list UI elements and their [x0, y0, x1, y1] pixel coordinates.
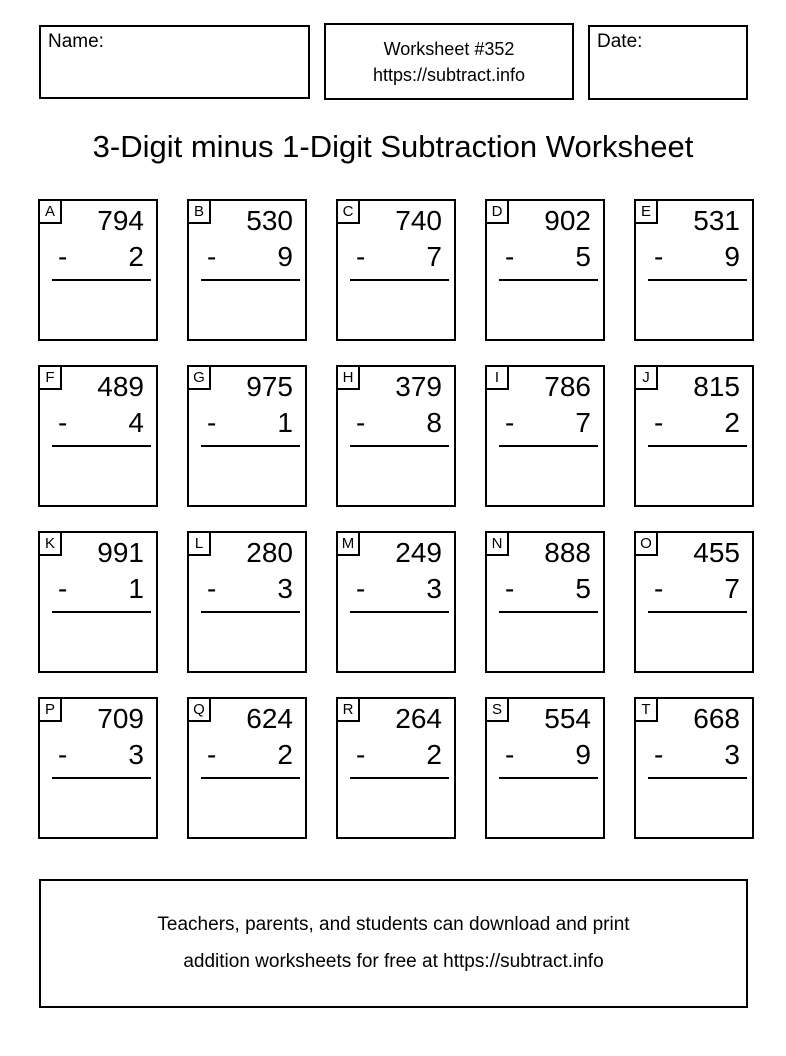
- minus-sign: -: [654, 241, 664, 272]
- subtrahend: 3: [128, 739, 144, 770]
- answer-space: [487, 613, 603, 671]
- minus-sign: -: [356, 407, 366, 438]
- subtrahend: 3: [426, 573, 442, 604]
- minuend: 531: [693, 205, 740, 236]
- minus-sign: -: [207, 739, 217, 770]
- minus-sign: -: [58, 407, 68, 438]
- problem-card-p: [38, 697, 158, 839]
- minuend: 455: [693, 537, 740, 568]
- subtrahend: 7: [724, 573, 740, 604]
- problem-card-h: [336, 365, 456, 507]
- minuend: 975: [246, 371, 293, 402]
- problem-letter-badge: S: [485, 697, 509, 722]
- minus-sign: -: [356, 241, 366, 272]
- problem-letter-badge: G: [187, 365, 211, 390]
- minuend: 264: [395, 703, 442, 734]
- answer-space: [487, 447, 603, 505]
- problem-letter-badge: R: [336, 697, 360, 722]
- minus-sign: -: [505, 241, 515, 272]
- minuend: 624: [246, 703, 293, 734]
- minus-sign: -: [505, 573, 515, 604]
- subtrahend: 3: [277, 573, 293, 604]
- problem-card-b: [187, 199, 307, 341]
- problem-card-q: [187, 697, 307, 839]
- problem-card-t: [634, 697, 754, 839]
- date-label: Date:: [597, 31, 643, 52]
- answer-space: [338, 613, 454, 671]
- problem-card-m: [336, 531, 456, 673]
- name-label: Name:: [48, 31, 104, 52]
- minus-sign: -: [505, 407, 515, 438]
- subtrahend: 9: [575, 739, 591, 770]
- minuend: 740: [395, 205, 442, 236]
- page-title: 3-Digit minus 1-Digit Subtraction Worksheet: [92, 129, 694, 164]
- answer-space: [636, 447, 752, 505]
- subtrahend: 2: [426, 739, 442, 770]
- problem-letter-badge: A: [38, 199, 62, 224]
- minus-sign: -: [58, 241, 68, 272]
- minus-sign: -: [654, 739, 664, 770]
- subtrahend: 1: [128, 573, 144, 604]
- minus-sign: -: [207, 407, 217, 438]
- minuend: 902: [544, 205, 591, 236]
- answer-space: [40, 281, 156, 339]
- subtrahend: 2: [128, 241, 144, 272]
- problem-card-o: [634, 531, 754, 673]
- problem-card-i: [485, 365, 605, 507]
- answer-space: [189, 613, 305, 671]
- minuend: 489: [97, 371, 144, 402]
- minus-sign: -: [58, 573, 68, 604]
- date-field-box: [588, 25, 748, 100]
- minuend: 709: [97, 703, 144, 734]
- minuend: 379: [395, 371, 442, 402]
- answer-space: [40, 447, 156, 505]
- problem-letter-badge: H: [336, 365, 360, 390]
- minus-sign: -: [356, 739, 366, 770]
- problem-letter-badge: N: [485, 531, 509, 556]
- subtrahend: 9: [724, 241, 740, 272]
- minuend: 530: [246, 205, 293, 236]
- minus-sign: -: [58, 739, 68, 770]
- answer-space: [189, 447, 305, 505]
- minuend: 786: [544, 371, 591, 402]
- answer-space: [40, 779, 156, 837]
- name-field-box: [39, 25, 310, 99]
- problem-letter-badge: L: [187, 531, 211, 556]
- subtrahend: 5: [575, 573, 591, 604]
- problem-card-l: [187, 531, 307, 673]
- answer-space: [189, 779, 305, 837]
- problem-letter-badge: T: [634, 697, 658, 722]
- problem-card-e: [634, 199, 754, 341]
- answer-space: [189, 281, 305, 339]
- problem-letter-badge: I: [485, 365, 509, 390]
- problem-card-g: [187, 365, 307, 507]
- answer-space: [636, 281, 752, 339]
- site-url: https://subtract.info: [372, 64, 526, 85]
- worksheet-number: Worksheet #352: [383, 38, 515, 59]
- problem-card-j: [634, 365, 754, 507]
- minus-sign: -: [505, 739, 515, 770]
- subtrahend: 2: [724, 407, 740, 438]
- minus-sign: -: [356, 573, 366, 604]
- footer-line-2: addition worksheets for free at https://subtract.info: [183, 951, 604, 972]
- problem-letter-badge: C: [336, 199, 360, 224]
- problem-letter-badge: B: [187, 199, 211, 224]
- problem-letter-badge: J: [634, 365, 658, 390]
- problem-card-f: [38, 365, 158, 507]
- minuend: 991: [97, 537, 144, 568]
- problem-letter-badge: E: [634, 199, 658, 224]
- problem-letter-badge: O: [634, 531, 658, 556]
- answer-space: [338, 779, 454, 837]
- subtrahend: 7: [575, 407, 591, 438]
- problems-grid: [38, 199, 754, 839]
- worksheet-info-box: [324, 23, 574, 100]
- problem-card-n: [485, 531, 605, 673]
- minuend: 554: [544, 703, 591, 734]
- answer-space: [487, 281, 603, 339]
- subtrahend: 9: [277, 241, 293, 272]
- answer-space: [338, 447, 454, 505]
- minus-sign: -: [654, 407, 664, 438]
- answer-space: [40, 613, 156, 671]
- problem-letter-badge: K: [38, 531, 62, 556]
- answer-space: [338, 281, 454, 339]
- problem-card-r: [336, 697, 456, 839]
- problem-letter-badge: M: [336, 531, 360, 556]
- minuend: 815: [693, 371, 740, 402]
- subtrahend: 4: [128, 407, 144, 438]
- subtrahend: 1: [277, 407, 293, 438]
- minuend: 249: [395, 537, 442, 568]
- minuend: 280: [246, 537, 293, 568]
- problem-letter-badge: P: [38, 697, 62, 722]
- answer-space: [636, 613, 752, 671]
- problem-card-d: [485, 199, 605, 341]
- problem-letter-badge: D: [485, 199, 509, 224]
- minus-sign: -: [207, 241, 217, 272]
- minus-sign: -: [207, 573, 217, 604]
- problem-card-k: [38, 531, 158, 673]
- answer-space: [487, 779, 603, 837]
- minuend: 888: [544, 537, 591, 568]
- problem-card-a: [38, 199, 158, 341]
- subtrahend: 2: [277, 739, 293, 770]
- problem-card-c: [336, 199, 456, 341]
- subtrahend: 7: [426, 241, 442, 272]
- subtrahend: 5: [575, 241, 591, 272]
- answer-space: [636, 779, 752, 837]
- problem-letter-badge: Q: [187, 697, 211, 722]
- problem-card-s: [485, 697, 605, 839]
- minuend: 794: [97, 205, 144, 236]
- footer-line-1: Teachers, parents, and students can download and print: [157, 914, 630, 936]
- problem-letter-badge: F: [38, 365, 62, 390]
- footer-note-box: [39, 879, 748, 1008]
- minuend: 668: [693, 703, 740, 734]
- subtrahend: 3: [724, 739, 740, 770]
- subtrahend: 8: [426, 407, 442, 438]
- minus-sign: -: [654, 573, 664, 604]
